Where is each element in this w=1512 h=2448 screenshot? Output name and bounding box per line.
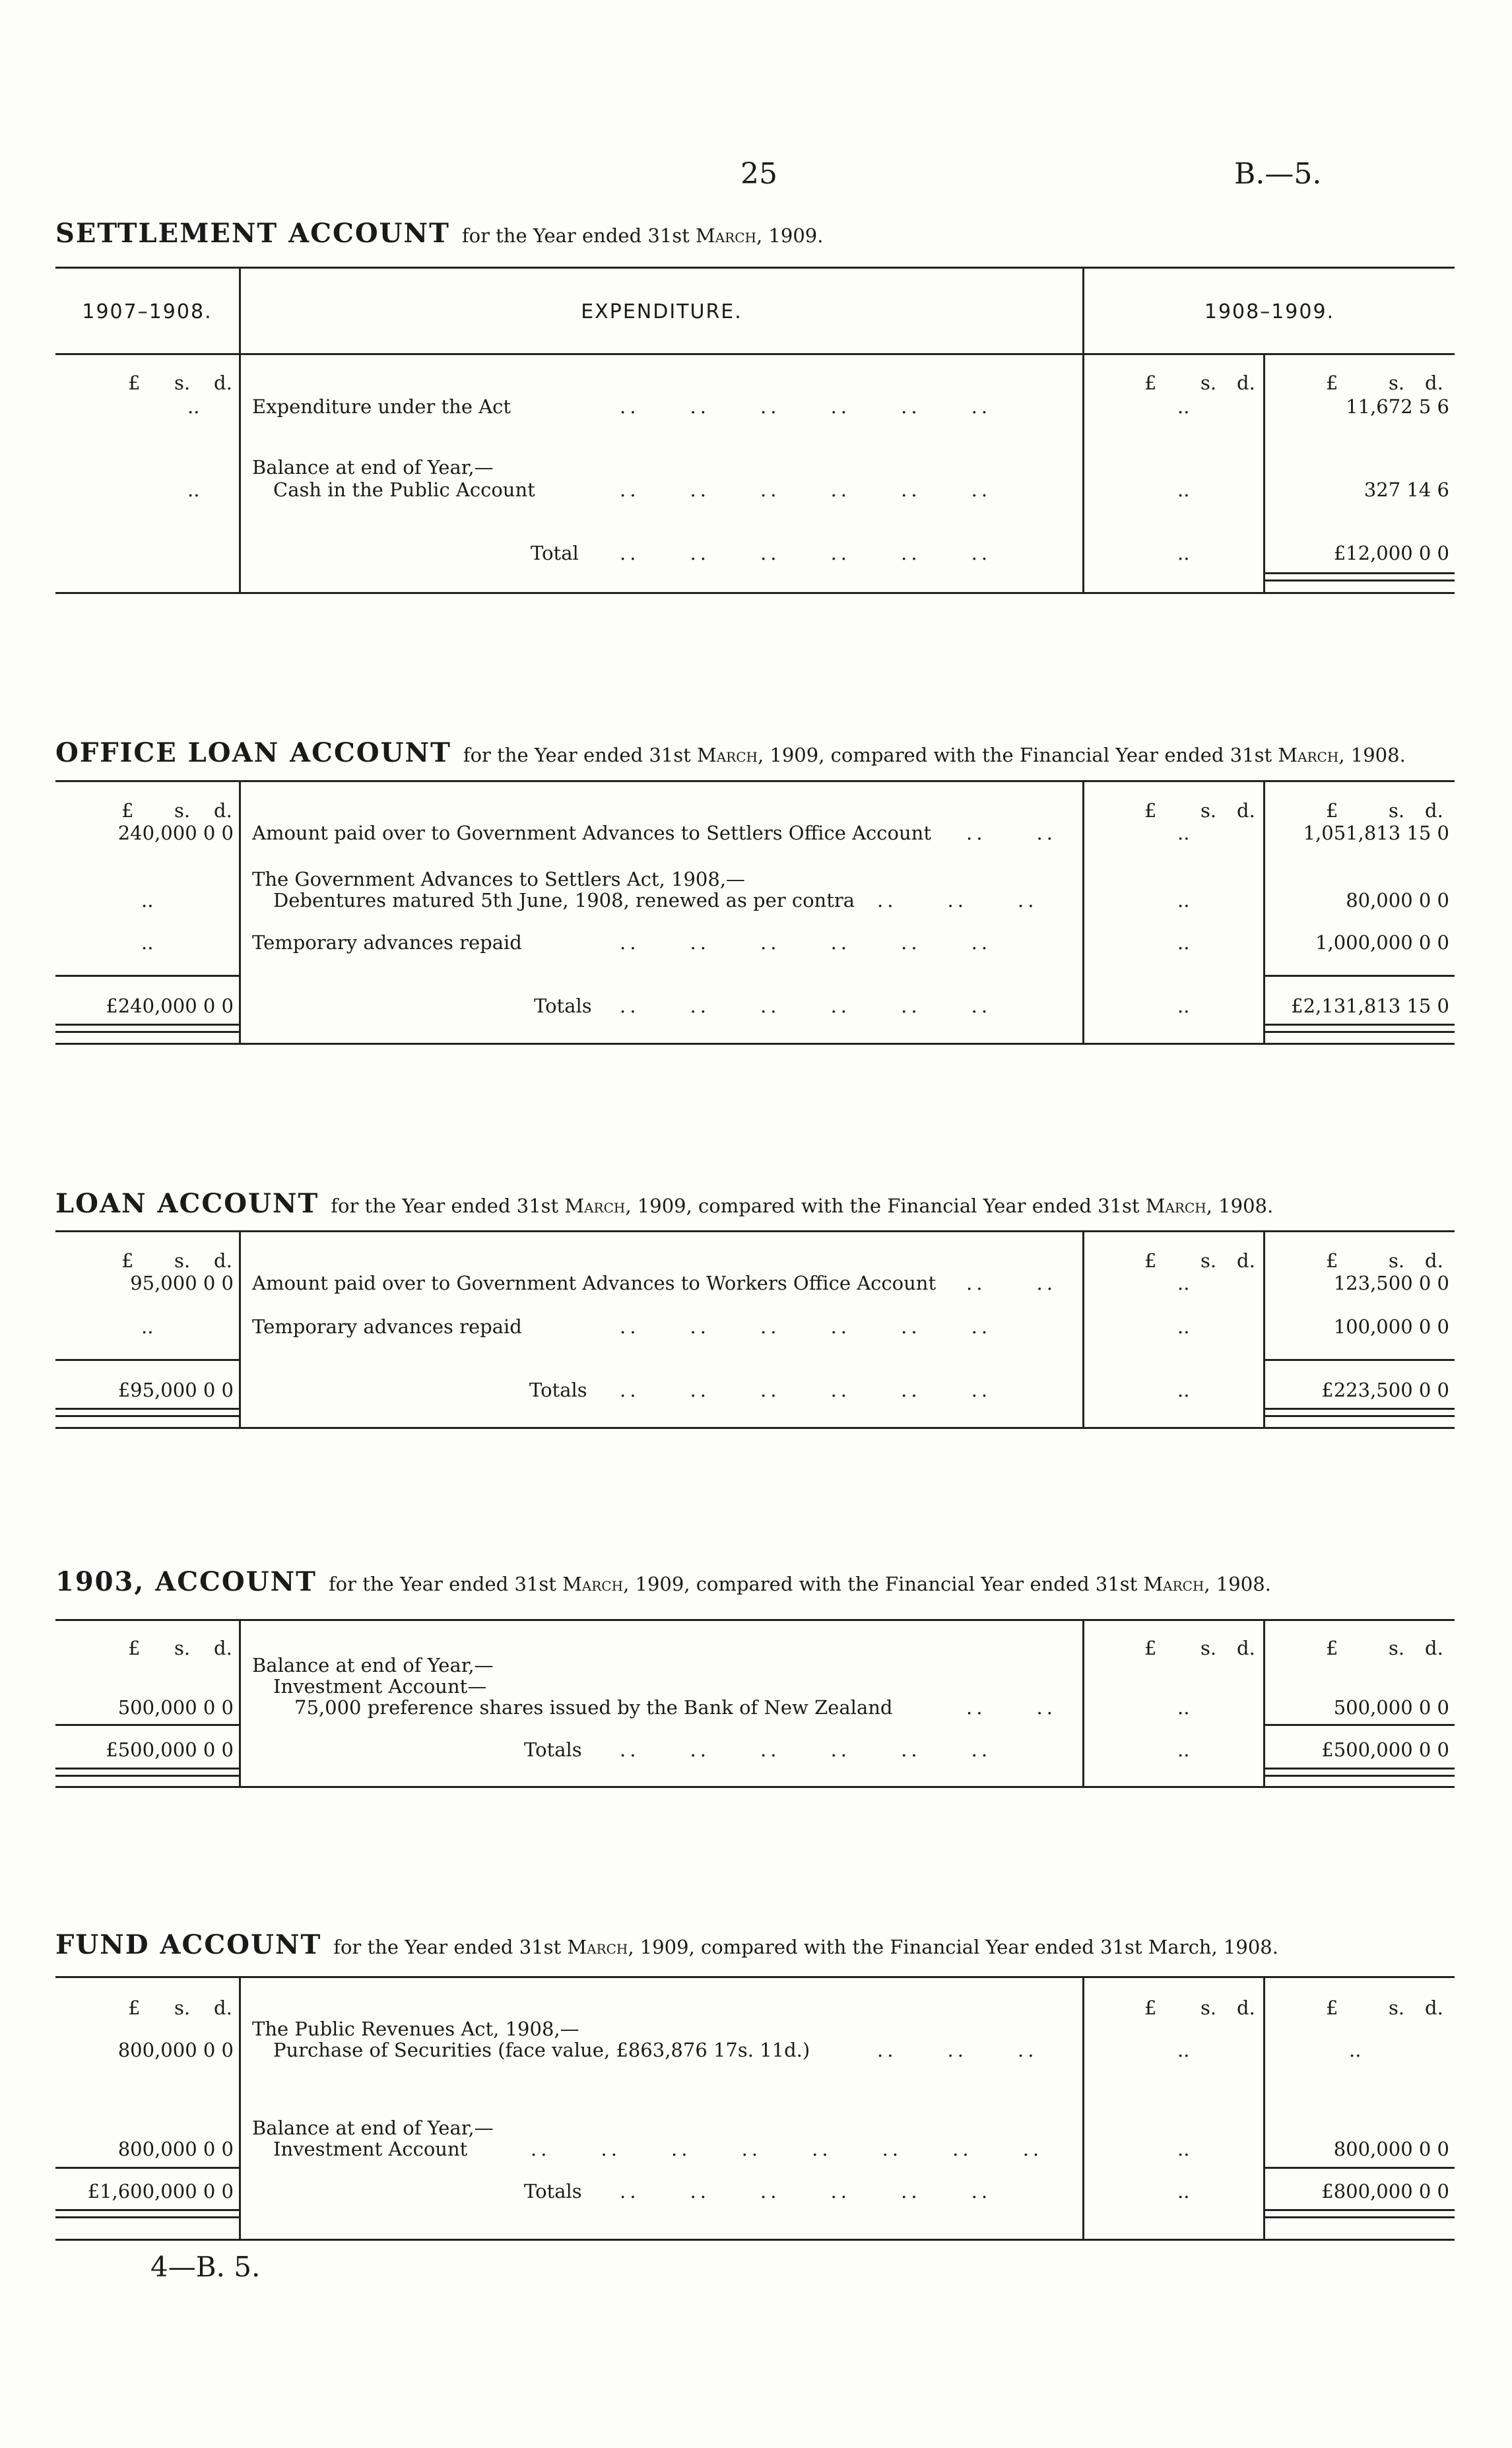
fund-heading xyxy=(55,1929,1278,1960)
prior-amount: 240,000 0 0 xyxy=(117,822,234,844)
leader-dots: .. .. .. .. .. .. xyxy=(620,542,992,564)
empty-marker: .. xyxy=(1177,1272,1190,1294)
unit-shilling: s. xyxy=(1389,1249,1405,1272)
column-divider xyxy=(1263,1232,1265,1427)
column-divider xyxy=(1263,782,1265,1043)
column-divider xyxy=(1263,1978,1265,2239)
row-sublabel: Investment Account— xyxy=(273,1675,487,1698)
subtotal-rule xyxy=(1265,1359,1455,1361)
unit-shilling: s. xyxy=(1389,1997,1405,2019)
total-double-rule xyxy=(55,2209,239,2218)
empty-marker: .. xyxy=(1177,889,1190,911)
row-label: Temporary advances repaid xyxy=(252,931,522,954)
row-label: The Public Revenues Act, 1908,— xyxy=(252,2018,579,2040)
unit-pound: £ xyxy=(1144,799,1157,822)
settlement-subtitle: for the Year ended 31st xyxy=(461,224,696,247)
unit-pence: d. xyxy=(214,1997,232,2019)
row-sublabel: Purchase of Securities (face value, £863,876 17s. 11d.) xyxy=(273,2039,810,2061)
row-sublabel: 75,000 preference shares issued by the Bank of New Zealand xyxy=(294,1696,893,1719)
unit-pound: £ xyxy=(1326,372,1338,394)
acct1903-heading xyxy=(55,1566,1271,1597)
unit-pence: d. xyxy=(1237,1997,1255,2019)
subtotal-rule xyxy=(1265,2167,1455,2169)
unit-pence: d. xyxy=(1237,799,1255,822)
leader-dots: .. .. .. .. .. .. .. .. xyxy=(531,2138,1043,2160)
prior-amount: 800,000 0 0 xyxy=(117,2138,234,2160)
column-divider xyxy=(1263,354,1265,592)
leader-dots: .. .. xyxy=(966,1272,1057,1294)
leader-dots: .. .. .. xyxy=(877,889,1038,911)
empty-marker: .. xyxy=(1177,1315,1190,1338)
unit-pence: d. xyxy=(1425,799,1443,822)
leader-dots: .. .. xyxy=(966,1696,1057,1719)
fund-subtitle-month: March xyxy=(567,1936,628,1958)
fund-title: FUND ACCOUNT xyxy=(55,1929,322,1960)
subtotal-rule xyxy=(1265,975,1455,977)
unit-shilling: s. xyxy=(1389,799,1405,822)
empty-marker: .. xyxy=(1177,395,1190,418)
total-double-rule xyxy=(1265,572,1455,581)
total-double-rule xyxy=(1265,2209,1455,2218)
printer-signature: 4—B. 5. xyxy=(150,2251,261,2283)
leader-dots: .. .. .. .. .. .. xyxy=(620,2180,992,2202)
office-loan-subtitle: for the Year ended 31st xyxy=(463,744,698,766)
unit-shilling: s. xyxy=(1200,372,1217,394)
total-amount: £2,131,813 15 0 xyxy=(1291,995,1449,1017)
total-prior-amount: £95,000 0 0 xyxy=(117,1379,234,1401)
settlement-table xyxy=(55,267,1455,594)
office-loan-subtitle-mid: , 1909, compared with the Financial Year ended 31st xyxy=(757,744,1278,766)
fund-subtitle-end: , 1909, compared with the Financial Year ended 31st March, 1908. xyxy=(628,1936,1278,1958)
unit-pound: £ xyxy=(1144,1997,1157,2019)
total-prior-amount: £240,000 0 0 xyxy=(106,995,234,1017)
row-label: The Government Advances to Settlers Act, 1908,— xyxy=(252,868,746,890)
empty-marker: .. xyxy=(1177,1738,1190,1761)
acct1903-subtitle: for the Year ended 31st xyxy=(328,1573,563,1595)
total-amount: £800,000 0 0 xyxy=(1321,2180,1449,2202)
unit-pence: d. xyxy=(214,799,232,822)
unit-pence: d. xyxy=(1425,1637,1443,1659)
loan-subtitle-mid: , 1909, compared with the Financial Year ended 31st xyxy=(625,1195,1146,1217)
acct1903-subtitle-month: March xyxy=(562,1573,624,1595)
empty-marker: .. xyxy=(1177,542,1190,564)
unit-shilling: s. xyxy=(1200,1637,1217,1659)
leader-dots: .. .. .. .. .. .. xyxy=(620,995,992,1017)
loan-table xyxy=(55,1230,1455,1429)
empty-marker: .. xyxy=(187,479,200,501)
row-label: Amount paid over to Government Advances to Settlers Office Account xyxy=(252,822,931,844)
subtotal-rule xyxy=(55,1724,239,1726)
unit-pence: d. xyxy=(214,372,232,394)
row-label: Temporary advances repaid xyxy=(252,1315,522,1338)
acct1903-subtitle-end: , 1908. xyxy=(1204,1573,1271,1595)
total-double-rule xyxy=(55,1408,239,1417)
total-prior-amount: £500,000 0 0 xyxy=(106,1738,234,1761)
total-double-rule xyxy=(55,1768,239,1777)
prior-amount: 800,000 0 0 xyxy=(117,2039,234,2061)
row-label: Balance at end of Year,— xyxy=(252,456,494,479)
column-header-prior-year: 1907–1908. xyxy=(82,300,213,323)
row-sublabel: Debentures matured 5th June, 1908, renewed as per contra xyxy=(273,889,855,911)
leader-dots: .. .. .. .. .. .. xyxy=(620,1315,992,1338)
total-label: Totals xyxy=(524,2180,582,2202)
subtotal-rule xyxy=(55,2167,239,2169)
total-double-rule xyxy=(55,1024,239,1033)
loan-subtitle: for the Year ended 31st xyxy=(331,1195,565,1217)
office-loan-table xyxy=(55,780,1455,1045)
unit-shilling: s. xyxy=(1389,1637,1405,1659)
unit-shilling: s. xyxy=(174,799,191,822)
total-prior-amount: £1,600,000 0 0 xyxy=(87,2180,234,2202)
loan-title: LOAN ACCOUNT xyxy=(55,1188,319,1219)
column-divider xyxy=(239,782,241,1043)
empty-marker: .. xyxy=(141,1315,154,1338)
row-sublabel: Investment Account xyxy=(273,2138,468,2160)
empty-marker: .. xyxy=(1177,1696,1190,1719)
acct1903-title: 1903, ACCOUNT xyxy=(55,1566,317,1597)
column-header-expenditure: EXPENDITURE. xyxy=(581,300,742,323)
column-divider xyxy=(239,1232,241,1427)
leader-dots: .. .. .. .. .. .. xyxy=(620,1379,992,1401)
prior-amount: 95,000 0 0 xyxy=(130,1272,234,1294)
unit-shilling: s. xyxy=(1200,1249,1217,1272)
unit-shilling: s. xyxy=(1200,1997,1217,2019)
empty-marker: .. xyxy=(1177,995,1190,1017)
unit-pound: £ xyxy=(1326,1637,1338,1659)
loan-subtitle-month: March xyxy=(564,1195,626,1217)
empty-marker: .. xyxy=(1177,479,1190,501)
unit-shilling: s. xyxy=(1200,799,1217,822)
unit-pound: £ xyxy=(128,1997,141,2019)
empty-marker: .. xyxy=(141,889,154,911)
row-amount: 327 14 6 xyxy=(1364,479,1449,501)
unit-pence: d. xyxy=(1237,1637,1255,1659)
unit-pound: £ xyxy=(1144,1637,1157,1659)
total-double-rule xyxy=(1265,1024,1455,1033)
fund-subtitle: for the Year ended 31st xyxy=(333,1936,568,1958)
acct1903-table xyxy=(55,1619,1455,1788)
total-amount: £500,000 0 0 xyxy=(1321,1738,1449,1761)
subtotal-rule xyxy=(55,1359,239,1361)
row-label: Amount paid over to Government Advances to Workers Office Account xyxy=(252,1272,937,1294)
empty-marker: .. xyxy=(1349,2039,1362,2061)
unit-pound: £ xyxy=(1144,372,1157,394)
office-loan-subtitle-month2: March xyxy=(1278,744,1339,766)
unit-pence: d. xyxy=(1425,1249,1443,1272)
row-sublabel: Cash in the Public Account xyxy=(273,479,535,501)
leader-dots: .. .. .. .. .. .. xyxy=(620,1738,992,1761)
column-divider xyxy=(1082,1978,1084,2239)
leader-dots: .. .. .. .. .. .. xyxy=(620,479,992,501)
unit-pound: £ xyxy=(1326,1997,1338,2019)
row-amount: 11,672 5 6 xyxy=(1346,395,1449,418)
loan-subtitle-end: , 1908. xyxy=(1206,1195,1274,1217)
total-label: Totals xyxy=(529,1379,587,1401)
unit-pound: £ xyxy=(128,372,141,394)
unit-shilling: s. xyxy=(1389,372,1405,394)
empty-marker: .. xyxy=(1177,2138,1190,2160)
column-divider xyxy=(239,1621,241,1786)
unit-pound: £ xyxy=(1144,1249,1157,1272)
total-double-rule xyxy=(1265,1768,1455,1777)
empty-marker: .. xyxy=(1177,2180,1190,2202)
column-divider xyxy=(239,1978,241,2239)
office-loan-title: OFFICE LOAN ACCOUNT xyxy=(55,737,451,768)
loan-subtitle-month2: March xyxy=(1145,1195,1206,1217)
row-amount: 1,000,000 0 0 xyxy=(1315,931,1449,954)
unit-pence: d. xyxy=(1237,372,1255,394)
fund-table xyxy=(55,1976,1455,2241)
empty-marker: .. xyxy=(1177,931,1190,954)
settlement-title: SETTLEMENT ACCOUNT xyxy=(55,218,450,249)
subtotal-rule xyxy=(1265,1724,1455,1726)
total-label: Totals xyxy=(534,995,592,1017)
settlement-heading xyxy=(55,218,823,249)
acct1903-subtitle-mid: , 1909, compared with the Financial Year ended 31st xyxy=(623,1573,1144,1595)
empty-marker: .. xyxy=(187,395,200,418)
office-loan-subtitle-end: , 1908. xyxy=(1338,744,1406,766)
header-rule xyxy=(55,353,1455,355)
acct1903-subtitle-month2: March xyxy=(1143,1573,1204,1595)
page-number: 25 xyxy=(740,157,777,191)
row-amount: 100,000 0 0 xyxy=(1333,1315,1449,1338)
subtotal-rule xyxy=(55,975,239,977)
row-amount: 123,500 0 0 xyxy=(1333,1272,1449,1294)
total-double-rule xyxy=(1265,1408,1455,1417)
unit-pound: £ xyxy=(1326,799,1338,822)
column-divider xyxy=(1263,1621,1265,1786)
unit-pence: d. xyxy=(1425,1997,1443,2019)
office-loan-subtitle-month: March xyxy=(697,744,758,766)
office-loan-heading xyxy=(55,737,1406,768)
unit-pence: d. xyxy=(214,1637,232,1659)
leader-dots: .. .. .. xyxy=(877,2039,1038,2061)
row-amount: 500,000 0 0 xyxy=(1333,1696,1449,1719)
unit-pound: £ xyxy=(121,799,134,822)
total-amount: £223,500 0 0 xyxy=(1321,1379,1449,1401)
unit-shilling: s. xyxy=(174,1249,191,1272)
row-amount: 800,000 0 0 xyxy=(1333,2138,1449,2160)
empty-marker: .. xyxy=(1177,1379,1190,1401)
column-divider xyxy=(1082,782,1084,1043)
settlement-subtitle-month: March xyxy=(696,224,756,247)
settlement-subtitle-end: , 1909. xyxy=(756,224,824,247)
prior-amount: 500,000 0 0 xyxy=(117,1696,234,1719)
empty-marker: .. xyxy=(1177,2039,1190,2061)
unit-pound: £ xyxy=(121,1249,134,1272)
total-label: Totals xyxy=(524,1738,582,1761)
leader-dots: .. .. .. .. .. .. xyxy=(620,931,992,954)
column-divider xyxy=(1082,1621,1084,1786)
document-reference: B.—5. xyxy=(1234,157,1322,191)
row-label: Expenditure under the Act xyxy=(252,395,511,418)
unit-pence: d. xyxy=(1237,1249,1255,1272)
leader-dots: .. .. .. .. .. .. xyxy=(620,395,992,418)
unit-pound: £ xyxy=(128,1637,141,1659)
column-divider xyxy=(1082,1232,1084,1427)
row-label: Balance at end of Year,— xyxy=(252,1654,494,1676)
row-label: Balance at end of Year,— xyxy=(252,2117,494,2139)
loan-heading xyxy=(55,1188,1273,1219)
empty-marker: .. xyxy=(141,931,154,954)
leader-dots: .. .. xyxy=(966,822,1057,844)
unit-shilling: s. xyxy=(174,372,191,394)
unit-pound: £ xyxy=(1326,1249,1338,1272)
unit-shilling: s. xyxy=(174,1997,191,2019)
unit-pence: d. xyxy=(214,1249,232,1272)
total-amount: £12,000 0 0 xyxy=(1333,542,1449,564)
unit-shilling: s. xyxy=(174,1637,191,1659)
row-amount: 1,051,813 15 0 xyxy=(1303,822,1449,844)
column-header-current-year: 1908–1909. xyxy=(1204,300,1335,323)
total-label: Total xyxy=(531,542,579,564)
unit-pence: d. xyxy=(1425,372,1443,394)
empty-marker: .. xyxy=(1177,822,1190,844)
row-amount: 80,000 0 0 xyxy=(1346,889,1449,911)
